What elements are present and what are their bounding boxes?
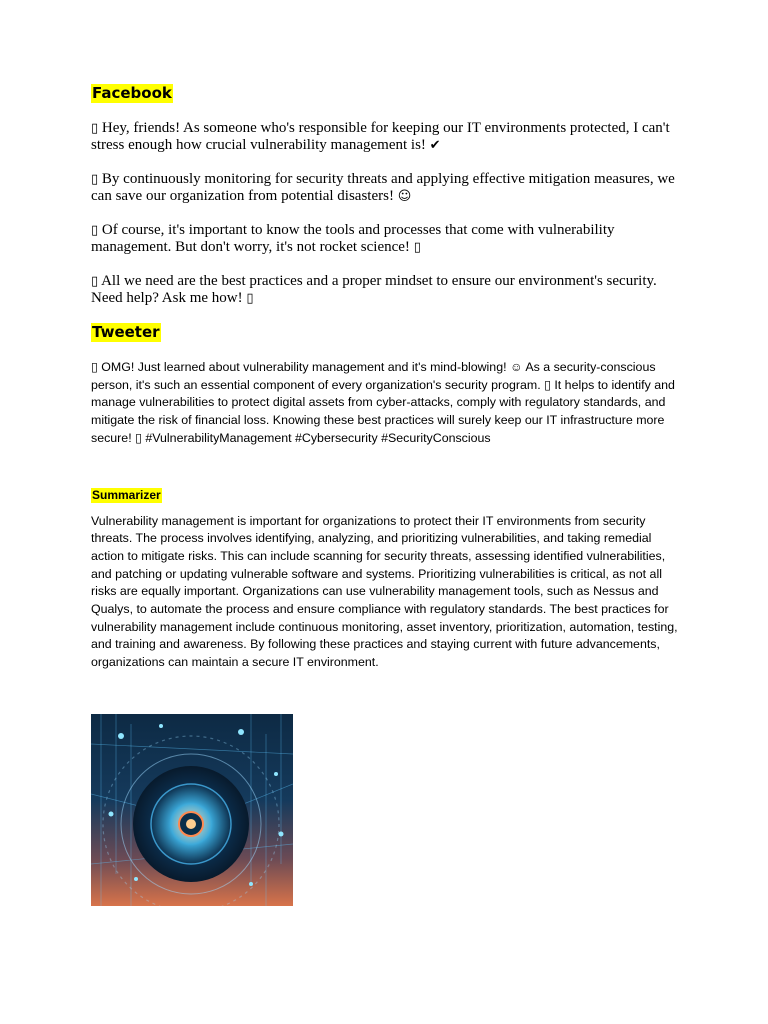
smiley-face-icon: ☺: [397, 189, 412, 204]
facebook-section: [91, 84, 681, 307]
facebook-paragraph-3: [91, 222, 681, 256]
facebook-paragraph-1: [91, 120, 681, 154]
cybersecurity-illustration: [91, 714, 293, 906]
summarizer-paragraph: Vulnerability management is important for organizations to protect their IT environments from security threats. The process involves identifying, analyzing, and prioritizing vulnerabilities, and taking remedial action to mitigate risks. This can include scanning for security threats, assessing identified vulnerabilities, and patching or updating vulnerable software and systems. Prioritizing vulnerabilities is critical, as not all risks are equally important. Organizations can use vulnerability management tools, such as Nessus and Qualys, to automate the process and ensure compliance with regulatory standards. The best practices for vulnerability management include continuous monitoring, asset inventory, prioritization, automation, testing, and training and awareness. By following these practices and staying current with future advancements, organizations can maintain a secure IT environment.: [91, 513, 678, 670]
tweeter-section: [91, 323, 681, 448]
facebook-heading: Facebook: [92, 84, 172, 102]
facebook-paragraph-text: Of course, it's important to know the tools and processes that come with vulnerability management. But don't worry, it's not rocket science!: [91, 222, 615, 255]
missing-glyph-icon: ▯: [413, 240, 421, 255]
missing-glyph-icon: ▯: [91, 172, 99, 187]
summarizer-heading: Summarizer: [92, 487, 161, 502]
facebook-paragraph-text: By continuously monitoring for security threats and applying effective mitigation measures, we can save our organization from potential disasters!: [91, 171, 675, 204]
document-page: [91, 84, 681, 672]
missing-glyph-icon: ▯: [91, 121, 99, 136]
facebook-paragraph-2: [91, 171, 681, 205]
facebook-paragraph-text: All we need are the best practices and a proper mindset to ensure our environment's security. Need help? Ask me how!: [91, 273, 657, 306]
tweeter-heading: Tweeter: [92, 323, 160, 341]
facebook-paragraph-text: Hey, friends! As someone who's responsible for keeping our IT environments protected, I can't stress enough how crucial vulnerability management is!: [91, 120, 670, 153]
tweeter-paragraph: ▯ OMG! Just learned about vulnerability management and it's mind-blowing! ☺ As a security-conscious person, it's such an essential component of every organization's security program. ▯ It helps to identify and manage vulnerabilities to protect digital assets from cyber-attacks, comply with regulatory standards, and mitigate the risk of financial loss. Knowing these best practices will surely keep our IT infrastructure more secure! ▯ #VulnerabilityManagement #Cybersecurity #SecurityConscious: [91, 360, 675, 445]
missing-glyph-icon: ▯: [91, 274, 99, 289]
cyber-eye-image: [91, 714, 293, 906]
facebook-paragraph-4: [91, 273, 681, 307]
missing-glyph-icon: ▯: [246, 291, 254, 306]
check-mark-icon: ✔: [429, 138, 441, 153]
missing-glyph-icon: ▯: [91, 223, 99, 238]
summarizer-section: [91, 486, 681, 672]
